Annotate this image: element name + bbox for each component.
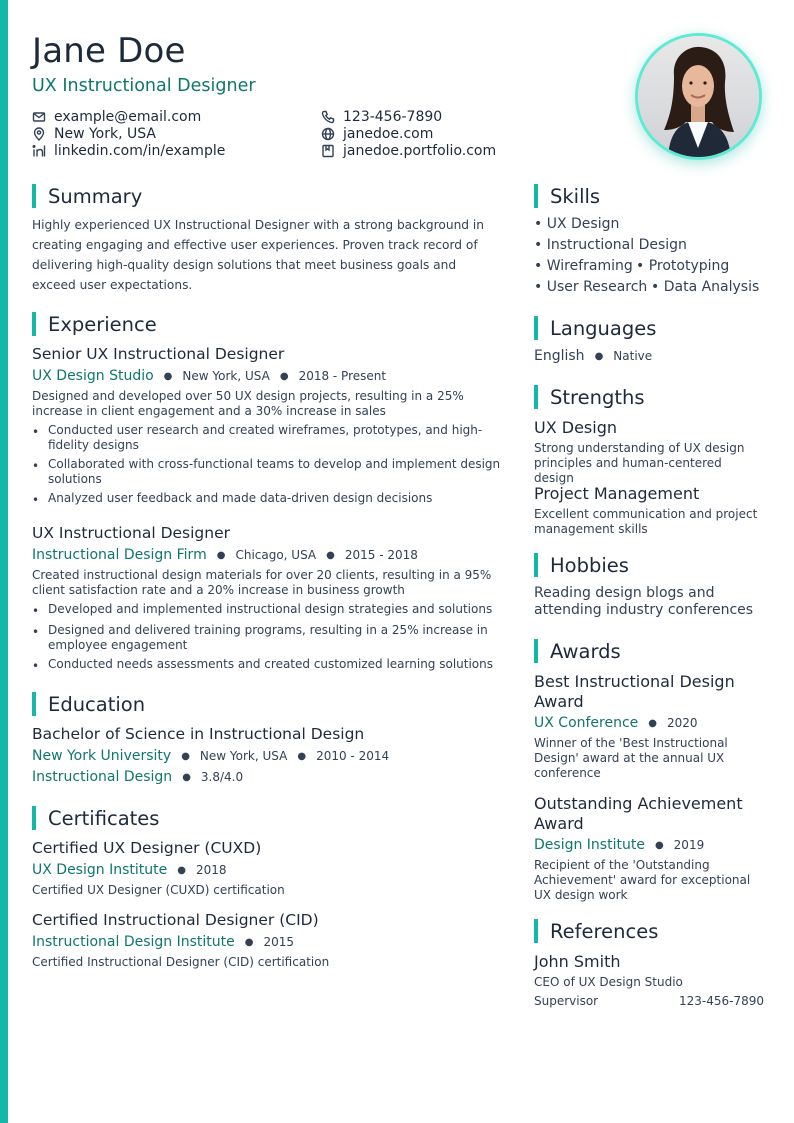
contact-email[interactable] — [32, 108, 201, 125]
job-description: Designed and developed over 50 UX design projects, resulting in a 25% increase in client engagement and a 30% increase in sales — [32, 389, 464, 418]
separator-dot: ● — [163, 370, 173, 382]
contact-email-text: example@email.com — [54, 108, 202, 125]
contact-linkedin[interactable] — [32, 142, 225, 159]
map-pin-icon — [32, 127, 46, 141]
reference-relation: Supervisor — [534, 994, 599, 1008]
languages-heading — [534, 316, 656, 340]
certificate-name: Certified UX Designer (CUXD) — [32, 839, 262, 857]
reference-name: John Smith — [534, 952, 621, 971]
skills-heading — [534, 184, 600, 208]
award-name: Outstanding Achievement Award — [534, 794, 743, 833]
summary-heading — [32, 184, 142, 208]
bullet-icon: • — [32, 625, 40, 639]
strength-description: Excellent communication and project management skills — [534, 507, 758, 536]
contact-linkedin-text: linkedin.com/in/example — [54, 142, 226, 159]
bullet-icon: • — [32, 425, 40, 439]
award-year: 2019 — [673, 838, 705, 852]
strength-name: Project Management — [534, 484, 700, 503]
education-school-line — [32, 748, 389, 764]
education-dates: 2010 - 2014 — [316, 749, 390, 763]
section-accent — [32, 806, 36, 830]
bullet-icon: • — [32, 659, 40, 673]
section-accent — [534, 639, 538, 663]
strengths-title: Strengths — [550, 385, 645, 409]
separator-dot: ● — [297, 750, 307, 762]
skill-item: • User Research — [534, 279, 648, 295]
contact-portfolio-text: janedoe.portfolio.com — [343, 142, 497, 159]
references-title: References — [550, 919, 659, 943]
separator-dot: ● — [244, 936, 254, 948]
certificate-issuer: UX Design Institute — [32, 862, 168, 878]
certificate-year: 2018 — [195, 863, 227, 877]
contact-location — [32, 125, 156, 142]
certificate-description: Certified Instructional Designer (CID) certification — [32, 955, 330, 969]
contact-website[interactable] — [321, 125, 433, 142]
bookmark-icon — [321, 144, 335, 158]
list-item: • Conducted user research and created wireframes, prototypes, and high-fidelity designs — [32, 423, 483, 452]
strength-description: Strong understanding of UX design principles and human-centered design — [534, 441, 745, 485]
award-name: Best Instructional Design Award — [534, 672, 735, 711]
hobbies-text: Reading design blogs and attending industry conferences — [534, 585, 754, 618]
awards-title: Awards — [550, 639, 621, 663]
award-year: 2020 — [667, 716, 698, 730]
candidate-name: Jane Doe — [32, 31, 186, 71]
language-name: English — [534, 348, 585, 364]
list-item: • Developed and implemented instructional design strategies and solutions — [32, 602, 493, 618]
separator-dot: ● — [654, 839, 664, 851]
contact-phone[interactable] — [321, 108, 442, 125]
reference-phone[interactable]: 123-456-7890 — [679, 994, 765, 1008]
hobbies-title: Hobbies — [550, 553, 629, 577]
list-item: • Conducted needs assessments and created customized learning solutions — [32, 657, 494, 673]
profile-photo — [635, 33, 762, 160]
separator-dot: ● — [648, 717, 658, 729]
reference-position: CEO of UX Design Studio — [534, 975, 683, 989]
job-company: UX Design Studio — [32, 368, 154, 384]
education-location: New York, USA — [199, 749, 288, 763]
section-accent — [32, 312, 36, 336]
education-field-line — [32, 769, 243, 785]
strength-name: UX Design — [534, 418, 617, 437]
section-accent — [534, 553, 538, 577]
job-title: UX Instructional Designer — [32, 524, 231, 542]
mail-icon — [32, 110, 46, 124]
bullet-icon: • — [32, 493, 40, 507]
job-title: Senior UX Instructional Designer — [32, 345, 285, 363]
job-bullets — [32, 423, 512, 508]
award-issuer: Design Institute — [534, 837, 645, 853]
job-company-line — [32, 368, 386, 384]
contact-portfolio[interactable] — [321, 142, 496, 159]
skill-item: • Prototyping — [636, 258, 730, 274]
skills-title: Skills — [550, 184, 601, 208]
job-location: New York, USA — [182, 369, 270, 383]
separator-dot: ● — [181, 750, 190, 762]
certificate-issuer-line — [32, 934, 294, 950]
hobbies-heading — [534, 553, 629, 577]
globe-icon — [321, 127, 335, 141]
award-issuer-line — [534, 837, 704, 853]
bullet-icon: • — [32, 459, 40, 473]
contact-phone-text: 123-456-7890 — [343, 108, 443, 125]
certificate-name: Certified Instructional Designer (CID) — [32, 911, 319, 929]
linkedin-icon — [32, 144, 46, 158]
skill-item: • Wireframing — [534, 258, 633, 274]
section-accent — [32, 692, 36, 716]
languages-title: Languages — [550, 316, 657, 340]
education-school: New York University — [32, 748, 172, 764]
separator-dot: ● — [279, 370, 289, 382]
separator-dot: ● — [216, 549, 226, 561]
language-line — [534, 348, 652, 364]
summary-text: Highly experienced UX Instructional Designer with a strong background in creating engaging and effective user experiences. Proven track record of delivering high-quality design solutions that meet business goals and exceed user expectations. — [32, 218, 485, 292]
separator-dot: ● — [326, 549, 335, 561]
certificates-title: Certificates — [48, 806, 160, 830]
skill-item: • UX Design — [534, 216, 620, 232]
summary-title: Summary — [48, 184, 143, 208]
certificate-year: 2015 — [263, 935, 295, 949]
certificate-issuer: Instructional Design Institute — [32, 934, 235, 950]
education-degree: Bachelor of Science in Instructional Design — [32, 725, 365, 743]
list-item: • Analyzed user feedback and made data-driven design decisions — [32, 491, 433, 507]
candidate-role: UX Instructional Designer — [32, 76, 256, 96]
section-accent — [32, 184, 36, 208]
experience-heading — [32, 312, 157, 336]
certificates-heading — [32, 806, 159, 830]
accent-bar — [0, 0, 8, 1123]
bullet-icon: • — [32, 604, 40, 618]
certificate-issuer-line — [32, 862, 227, 878]
certificate-description: Certified UX Designer (CUXD) certification — [32, 883, 285, 897]
job-location: Chicago, USA — [235, 548, 317, 562]
list-item: • Designed and delivered training programs, resulting in a 25% increase in employee engagement — [32, 623, 488, 652]
separator-dot: ● — [182, 771, 191, 783]
job-bullets — [32, 602, 512, 674]
job-dates: 2018 - Present — [298, 369, 387, 383]
section-accent — [534, 184, 538, 208]
section-accent — [534, 385, 538, 409]
job-dates: 2015 - 2018 — [344, 548, 418, 562]
contact-location-text: New York, USA — [54, 125, 156, 142]
education-title: Education — [48, 692, 146, 716]
section-accent — [534, 316, 538, 340]
skill-item: • Data Analysis — [651, 279, 760, 295]
references-heading — [534, 919, 658, 943]
language-level: Native — [613, 349, 653, 363]
phone-icon — [321, 110, 335, 124]
separator-dot: ● — [177, 864, 186, 876]
award-description: Winner of the 'Best Instructional Design' award at the annual UX conference — [534, 736, 728, 780]
job-company-line — [32, 547, 418, 563]
experience-title: Experience — [48, 312, 157, 336]
education-heading — [32, 692, 145, 716]
awards-heading — [534, 639, 621, 663]
contact-website-text: janedoe.com — [343, 125, 434, 142]
section-accent — [534, 919, 538, 943]
education-gpa: 3.8/4.0 — [200, 770, 244, 784]
award-issuer: UX Conference — [534, 715, 639, 731]
award-issuer-line — [534, 715, 698, 731]
skill-item: • Instructional Design — [534, 237, 687, 253]
award-description: Recipient of the 'Outstanding Achievement' award for exceptional UX design work — [534, 858, 751, 902]
list-item: • Collaborated with cross-functional teams to develop and implement design solutions — [32, 457, 501, 486]
job-company: Instructional Design Firm — [32, 547, 207, 563]
separator-dot: ● — [594, 350, 604, 362]
education-field: Instructional Design — [32, 769, 173, 785]
job-description: Created instructional design materials for over 20 clients, resulting in a 95% client satisfaction rate and a 20% increase in business growth — [32, 568, 492, 597]
strengths-heading — [534, 385, 645, 409]
